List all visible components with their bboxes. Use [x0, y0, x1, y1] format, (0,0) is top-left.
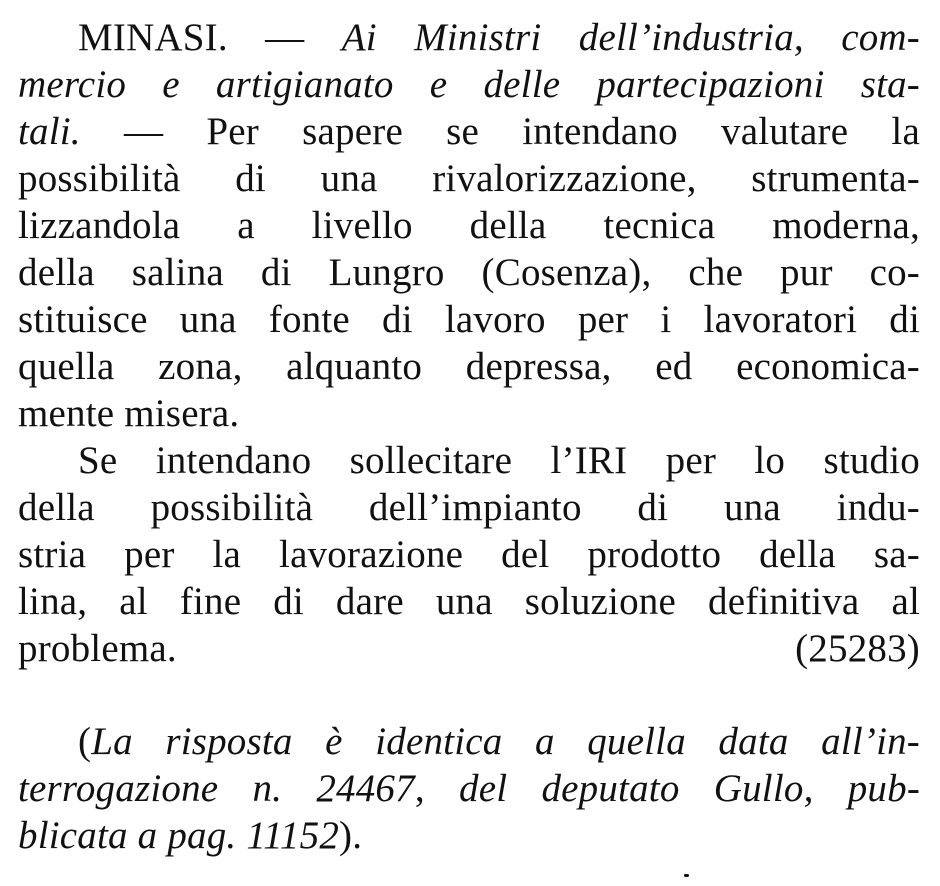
print-speck [684, 874, 689, 877]
paragraph-line: della possibilità dell’impianto di una indu- [18, 486, 920, 529]
response-text: blicata a pag. 11152 [18, 814, 340, 857]
paragraph-line: stituisce una fonte di lavoro per i lavoratori di [18, 298, 920, 341]
paragraph-line: possibilità di una rivalorizzazione, strumenta- [18, 157, 920, 200]
response-line-2 [18, 765, 920, 813]
response-text: terrogazione n. 24467 [18, 767, 415, 810]
deputy-name: MINASI. [78, 16, 228, 59]
comma: , [414, 767, 459, 810]
addressee-end: tali. [18, 110, 81, 153]
paragraph-line-end: problema. [18, 627, 177, 670]
paragraph-line: lina, al fine di dare una soluzione definitiva al [18, 580, 920, 623]
addressee-line-2: mercio e artigianato e delle partecipazioni sta- [18, 63, 920, 106]
interrogation-heading-line [78, 14, 920, 62]
paragraph-line: quella zona, alquanto depressa, ed economica- [18, 345, 920, 388]
question-start: Per sapere se intendano valutare la [206, 110, 920, 153]
paragraph-line: Se intendano sollecitare l’IRI per lo studio [78, 439, 920, 482]
paragraph-line: stria per la lavorazione del prodotto della sa- [18, 533, 920, 576]
paragraph-line: della salina di Lungro (Cosenza), che pur co- [18, 251, 920, 294]
interrogation-number: (25283) [795, 627, 920, 670]
interrogation-line-3 [18, 108, 920, 156]
open-paren: ( [78, 720, 92, 763]
paragraph-line: mente misera. [18, 392, 240, 435]
addressee-text: Ai Ministri dell’industria, com- [341, 16, 920, 59]
paragraph-line: lizzandola a livello della tecnica moderna, [18, 204, 920, 247]
response-line-3 [18, 812, 920, 860]
close-paren: ). [339, 814, 363, 857]
response-text: La risposta è identica a quella data all’in- [91, 720, 920, 763]
response-line-1 [78, 718, 920, 766]
response-text: del deputato Gullo, pub- [459, 767, 921, 810]
dash: — [80, 110, 207, 153]
paragraph-last-line [18, 625, 920, 673]
dash: — [227, 16, 342, 59]
